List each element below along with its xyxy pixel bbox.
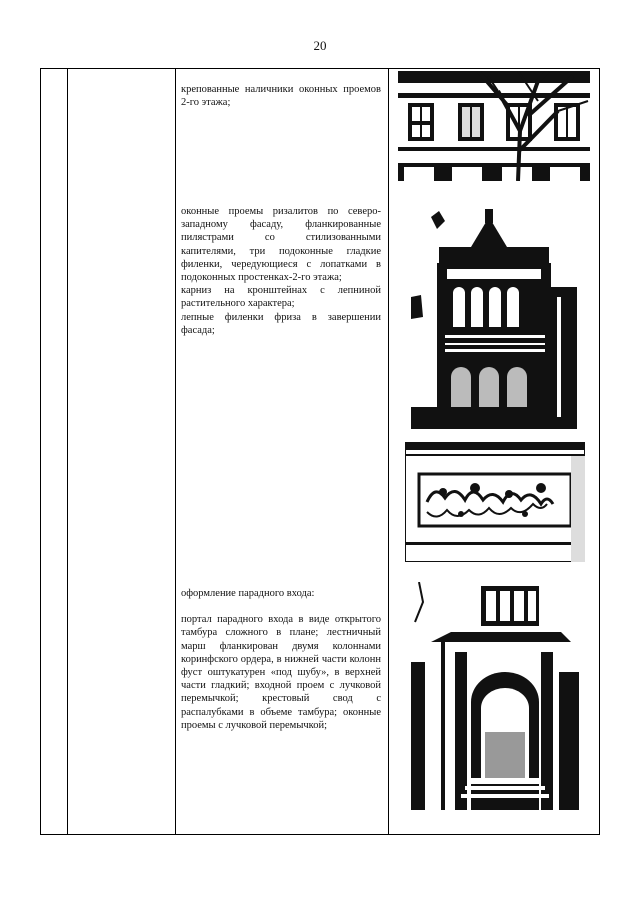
frieze-panel-photo — [405, 442, 585, 562]
window-frames-photo — [398, 71, 590, 181]
description-paragraph: крепованные наличники оконных проемов 2-го этажа; — [181, 84, 381, 109]
column-divider — [388, 69, 389, 834]
section-heading: оформление парадного входа: — [181, 588, 315, 599]
row-3-description — [181, 587, 381, 732]
main-entrance-photo — [411, 582, 579, 810]
facade-risalit-photo — [411, 207, 577, 429]
description-paragraph: карниз на кронштейнах с лепниной растительного характера; — [181, 285, 381, 310]
column-divider — [175, 69, 176, 834]
objects-table — [40, 68, 600, 835]
row-1-description — [181, 83, 381, 109]
description-paragraph: портал парадного входа в виде открытого тамбура сложного в плане; лестничный марш фланкирован двумя колоннами коринфского ордера, в нижней части колонн фуст оштукатурен «под шубу», в верхней части гладкий; входной проем с лучковой перемычкой; крестовый свод с распалубками в объеме тамбура; оконные проемы с лучковой перемычкой; — [181, 614, 381, 731]
row-2-description — [181, 205, 381, 337]
page-number: 20 — [313, 38, 327, 53]
description-paragraph: лепные филенки фриза в завершении фасада; — [181, 311, 381, 336]
column-divider — [67, 69, 68, 834]
description-paragraph: оконные проемы ризалитов по северо-западному фасаду, фланкированные пилястрами со стилизованными капителями, три подоконные гладкие филенки, чередующиеся с лопатками в подоконных простенках-2-го этажа; — [181, 206, 381, 284]
